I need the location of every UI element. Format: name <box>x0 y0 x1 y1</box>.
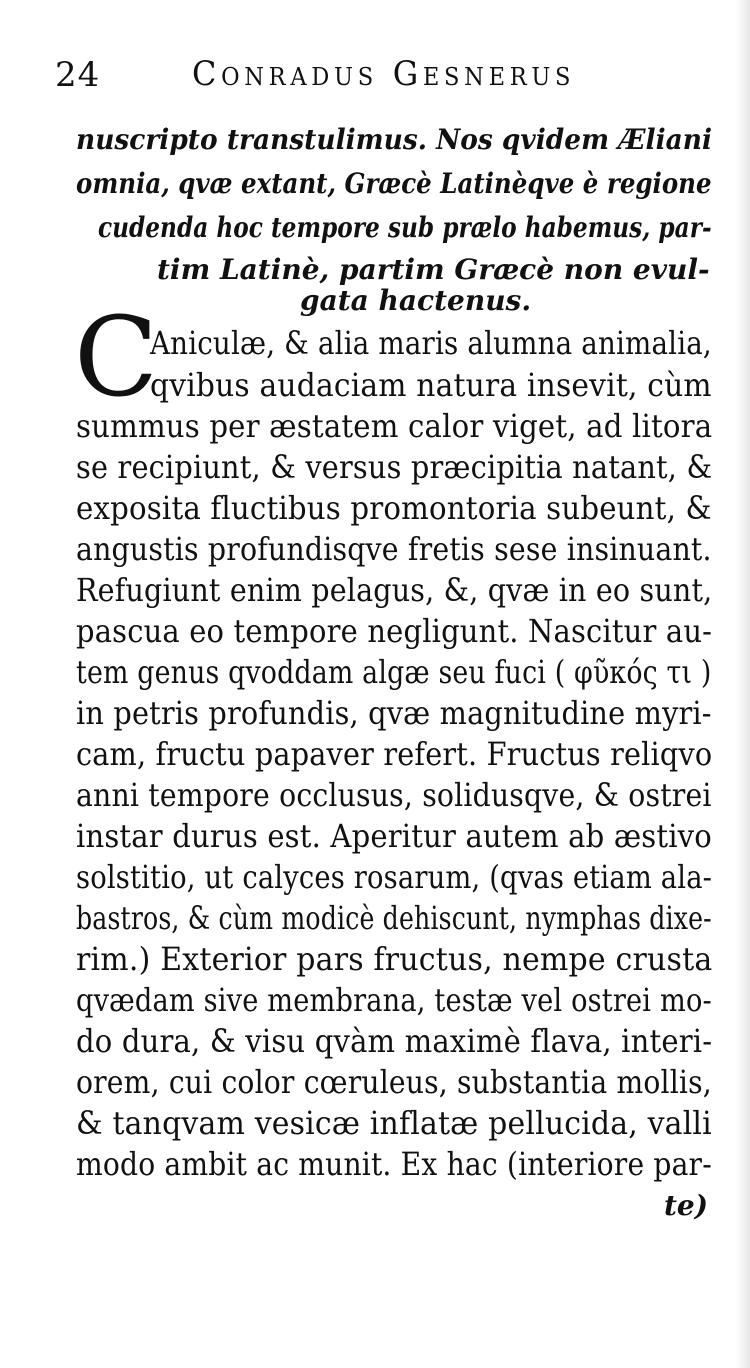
body-line: Aniculæ, & alia maris alumna animalia, <box>150 324 712 362</box>
body-line: solstitio, ut calyces rosarum, (qvas etiam ala- <box>76 858 713 896</box>
body-line: summus per æstatem calor viget, ad litora <box>76 407 713 445</box>
drop-cap: C <box>74 293 159 421</box>
body-line: bastros, & cùm modicè dehiscunt, nymphas dixe- <box>76 899 712 937</box>
body-line: instar durus est. Aperitur autem ab æstivo <box>76 817 712 855</box>
page-edge-shadow <box>736 0 750 1368</box>
body-line: cam, fructu papaver refert. Fructus reliqvo <box>76 735 713 773</box>
body-line: tem genus qvoddam algæ seu fuci ( φῦκός τι ) <box>76 653 712 691</box>
body-line: in petris profundis, qvæ magnitudine myri- <box>76 694 712 732</box>
body-line: pascua eo tempore negligunt. Nascitur au- <box>76 612 713 650</box>
body-line: do dura, & visu qvàm maximè flava, interi- <box>76 1022 713 1060</box>
body-line: qvibus audaciam natura insevit, cùm <box>150 366 712 404</box>
body-line: exposita fluctibus promontoria subeunt, & <box>76 489 712 527</box>
body-line: rim.) Exterior pars fructus, nempe crusta <box>76 940 713 978</box>
body-line: angustis profundisqve fretis sese insinuant. <box>76 530 712 568</box>
body-line: anni tempore occlusus, solidusqve, & ostrei <box>76 776 712 814</box>
intro-line: nuscripto transtulimus. Nos qvidem Æliani <box>76 123 713 156</box>
body-line: modo ambit ac munit. Ex hac (interiore par- <box>76 1145 712 1183</box>
body-line: se recipiunt, & versus præcipitia natant, & <box>76 448 713 486</box>
catchword: te) <box>664 1189 708 1222</box>
page-number: 24 <box>55 55 101 95</box>
intro-line: gata hactenus. <box>300 284 532 317</box>
intro-line: cudenda hoc tempore sub prælo habemus, par- <box>98 211 712 244</box>
body-line: orem, cui color cœruleus, substantia mollis, <box>76 1063 712 1101</box>
intro-line: tim Latinè, partim Græcè non evul- <box>157 253 710 286</box>
body-line: & tanqvam vesicæ inflatæ pellucida, valli <box>76 1104 712 1142</box>
intro-line: omnia, qvæ extant, Græcè Latinèqve è regione <box>76 167 712 200</box>
body-line: Refugiunt enim pelagus, &, qvæ in eo sunt, <box>76 571 713 609</box>
running-title: Conradus Gesnerus <box>192 54 576 94</box>
body-line: qvædam sive membrana, testæ vel ostrei mo- <box>76 981 712 1019</box>
